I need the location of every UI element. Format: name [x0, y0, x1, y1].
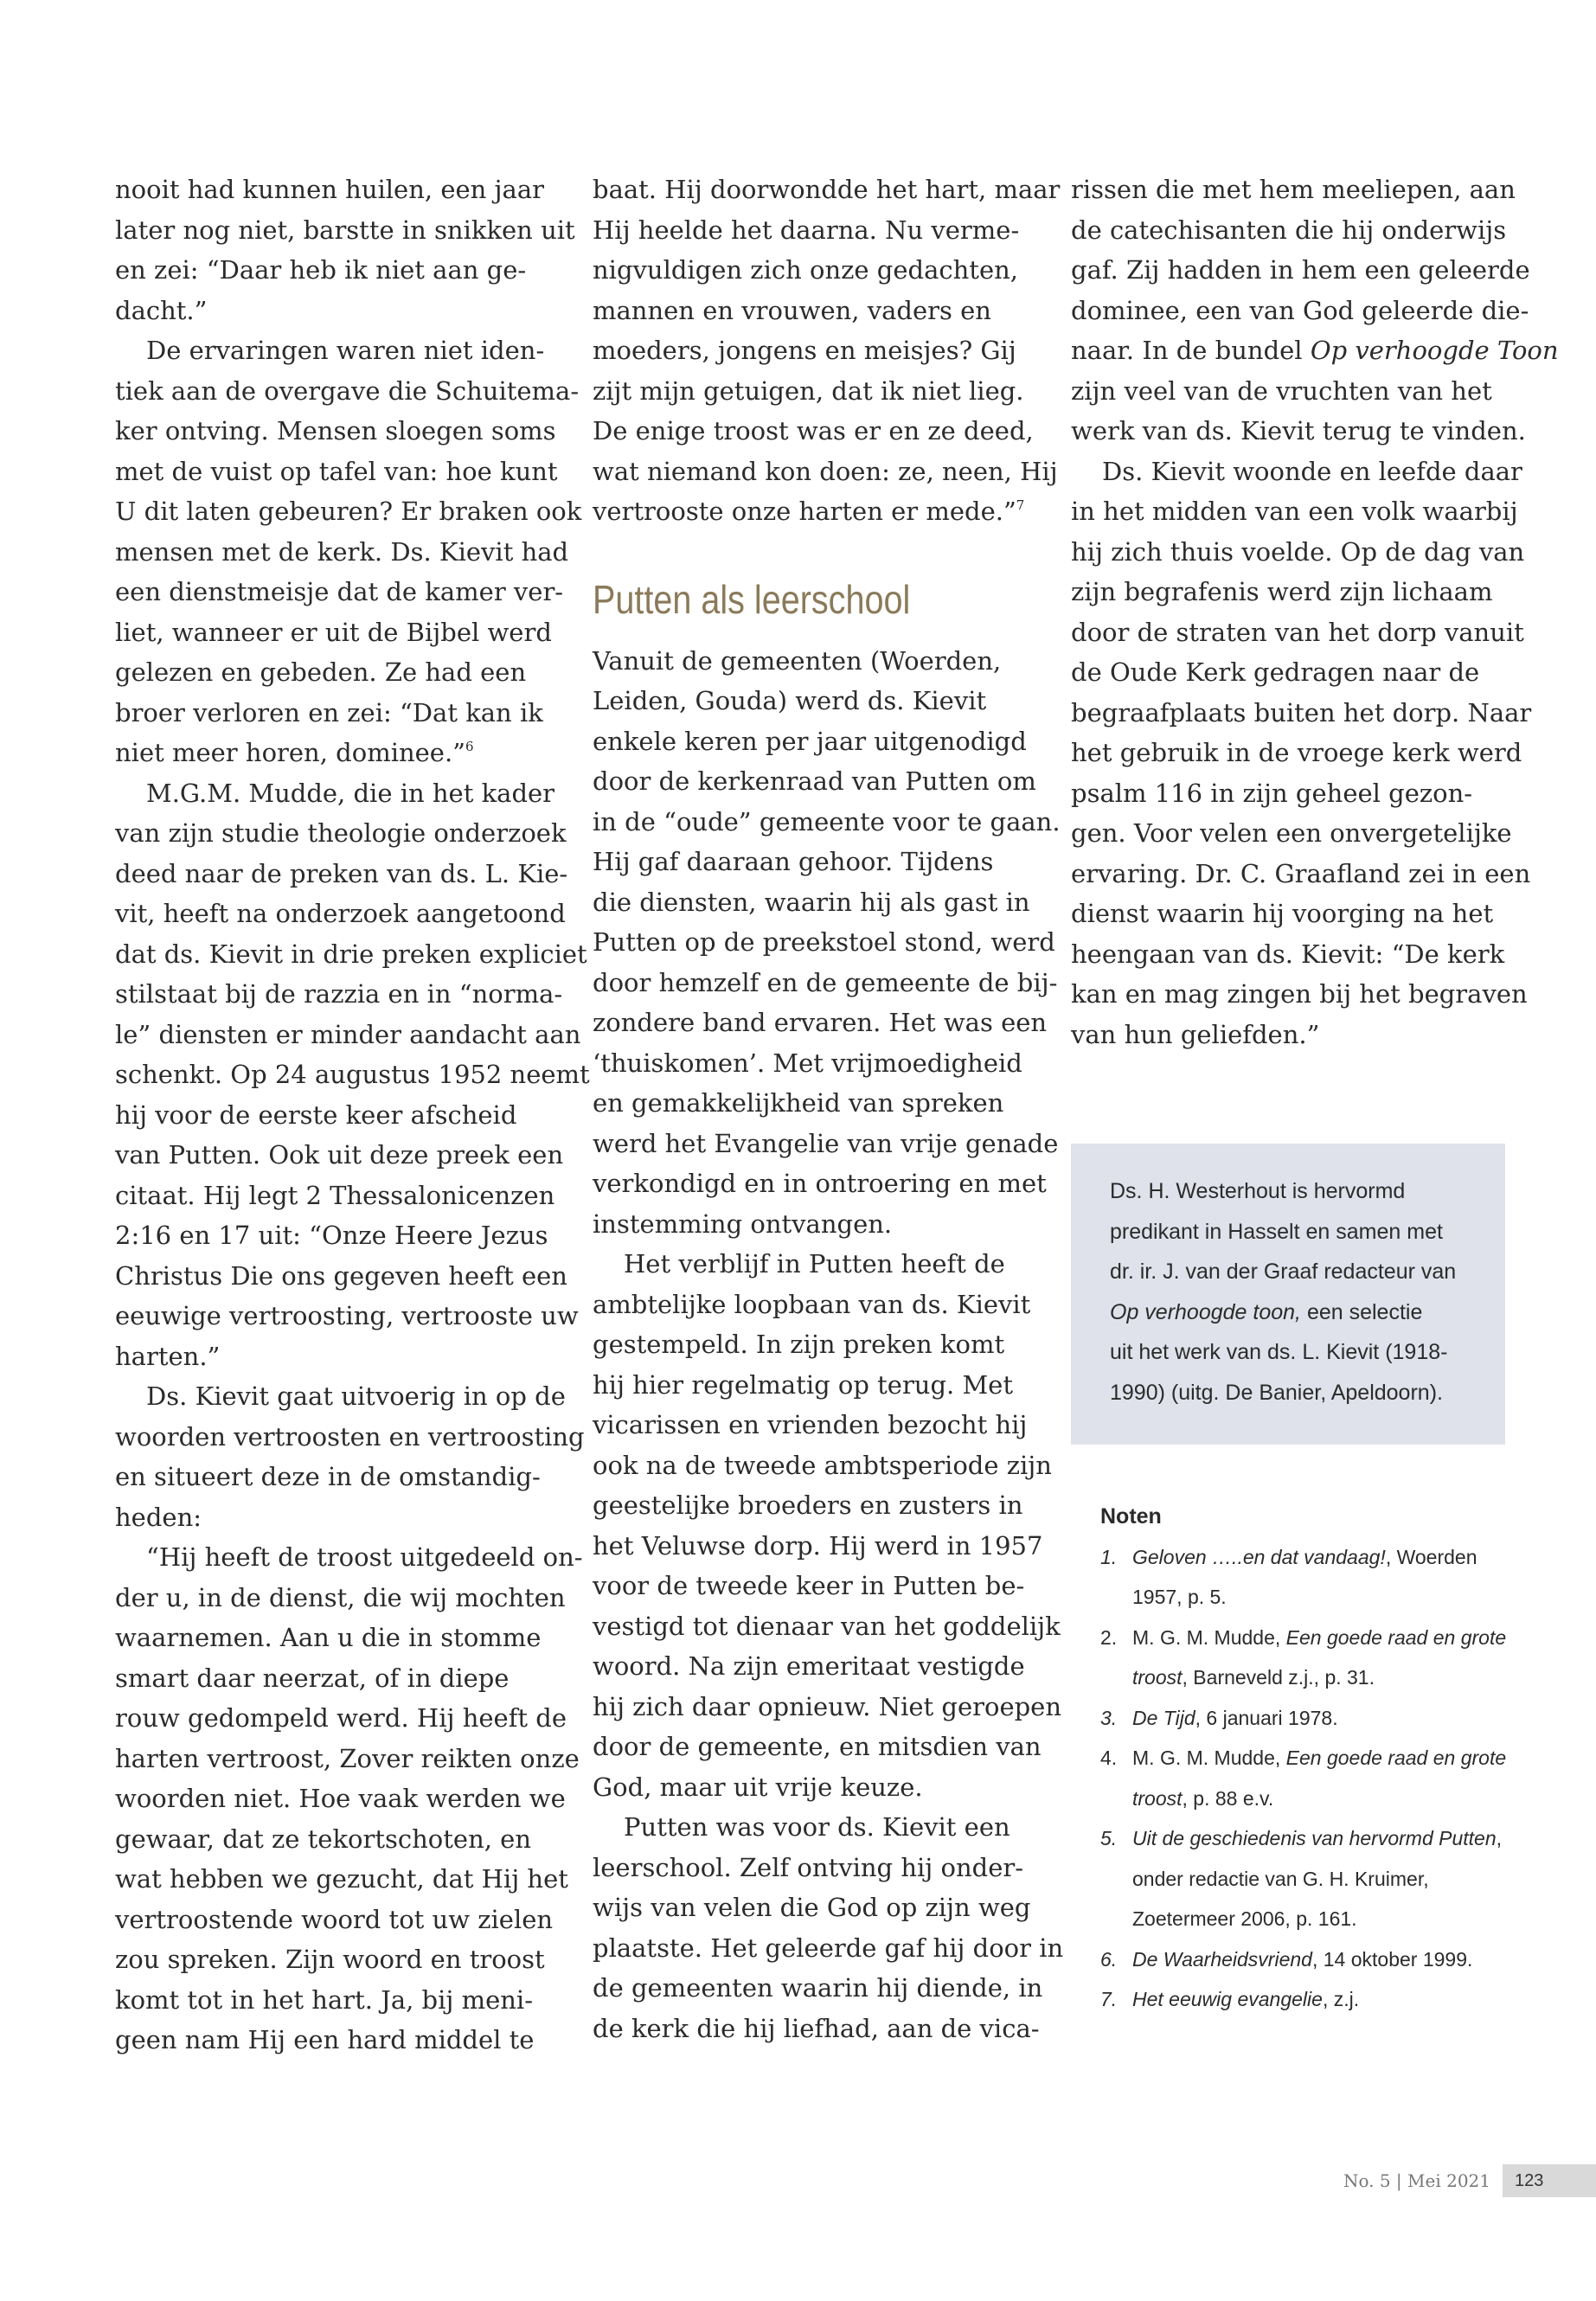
column-2-line — [593, 1124, 1059, 1164]
column-1-line — [115, 1618, 556, 1658]
column-3-line — [1071, 452, 1522, 492]
column-2-line — [593, 250, 1034, 291]
column-3-line — [1071, 652, 1512, 693]
line-text: Leiden, Gouda) werd ds. Kievit — [593, 686, 987, 715]
line-text: zijn begrafenis werd zijn lichaam — [1071, 577, 1493, 606]
column-3-line — [1071, 532, 1525, 573]
note-line — [1100, 1657, 1516, 1698]
column-1-line — [115, 974, 563, 1015]
line-text: ambtelijke loopbaan van ds. Kievit — [593, 1289, 1031, 1319]
line-text: niet meer horen, dominee.” — [115, 738, 466, 767]
note-line — [1100, 1618, 1516, 1658]
line-text: smart daar neerzat, of in diepe — [115, 1663, 510, 1693]
column-1-line — [115, 210, 575, 251]
italic-title: Uit de geschiedenis van hervormd Putten — [1132, 1827, 1497, 1849]
note-line — [1100, 1979, 1516, 2020]
column-1-line — [115, 1658, 556, 1699]
column-1-line — [115, 733, 556, 773]
line-text: plaatste. Het geleerde gaf hij door in — [593, 1932, 1064, 1963]
line-text: hij zich thuis voelde. Op de dag van — [1071, 536, 1525, 567]
line-text: De enige troost was er en ze deed, — [593, 416, 1034, 445]
author-box-line — [1110, 1252, 1479, 1292]
column-1-line — [115, 1054, 590, 1095]
column-1-line — [115, 250, 556, 291]
article-column-2 — [593, 170, 1064, 2048]
line-text: een dienstmeisje dat de kamer ver- — [115, 577, 564, 606]
line-text: de kerk die hij liefhad, aan de vica- — [593, 2013, 1040, 2043]
column-1-line — [115, 1497, 556, 1538]
line-text: geestelijke broeders en zusters in — [593, 1490, 1023, 1520]
column-2-line — [593, 842, 1034, 882]
line-text: zou spreken. Zijn woord en troost — [115, 1945, 545, 1974]
note-number: 7. — [1100, 1988, 1118, 2010]
line-text: in het midden van een volk waarbij — [1071, 497, 1518, 526]
column-2-line — [593, 1687, 1062, 1727]
line-text: rouw gedompeld werd. Hij heeft de — [115, 1703, 567, 1733]
column-1-line — [115, 1417, 585, 1458]
line-text: vicarissen en vrienden bezocht hij — [593, 1410, 1028, 1439]
notes-section — [1100, 1497, 1516, 2020]
note-number: 4. — [1100, 1747, 1118, 1769]
column-2-line — [593, 170, 1061, 210]
line-text: geen nam Hij een hard middel te — [115, 2025, 535, 2054]
footnote-ref: 6 — [465, 739, 474, 754]
column-1-line — [115, 1900, 556, 1940]
line-text: M. G. M. Mudde, — [1132, 1625, 1286, 1649]
italic-title: Een goede raad en grote — [1285, 1747, 1507, 1769]
column-1-line — [115, 894, 566, 934]
column-2-line — [593, 291, 1034, 331]
column-1-line — [115, 411, 556, 452]
column-2-line — [593, 452, 1058, 492]
column-2-bottom-text — [593, 641, 1064, 2049]
column-2-top-text — [593, 170, 1061, 532]
author-box-line — [1110, 1332, 1479, 1373]
line-text: le” diensten er minder aandacht aan — [115, 1019, 581, 1049]
column-2-line — [593, 1285, 1034, 1325]
line-text: kan en mag zingen bij het begraven — [1071, 979, 1528, 1009]
page-footer — [1343, 2164, 1596, 2197]
line-text: door hemzelf en de gemeente de bij- — [593, 967, 1058, 997]
notes-list — [1100, 1537, 1516, 2020]
column-1-line — [115, 813, 567, 854]
column-1-line — [115, 532, 569, 573]
line-text: , 14 oktober 1999. — [1311, 1947, 1473, 1971]
line-text: zijt mijn getuigen, dat ik niet lieg. — [593, 375, 1024, 406]
column-1-line — [115, 572, 564, 612]
line-text: De ervaringen waren niet iden- — [146, 336, 545, 365]
column-2-line — [593, 761, 1034, 802]
column-1-line — [115, 452, 556, 492]
column-2-line — [593, 1848, 1034, 1888]
column-1-line — [115, 330, 556, 371]
line-text: uit het werk van ds. L. Kievit (1918- — [1110, 1340, 1448, 1364]
column-3-line — [1071, 170, 1516, 210]
line-text: nigvuldigen zich onze gedachten, — [593, 255, 1019, 285]
column-2-line — [593, 1204, 1034, 1245]
line-text: wat hebben we gezucht, dat Hij het — [115, 1864, 568, 1894]
line-text: M. G. M. Mudde, — [1132, 1747, 1286, 1769]
column-1-line — [115, 652, 556, 693]
column-1-line — [115, 1779, 566, 1819]
line-text: hij zich daar opnieuw. Niet geroepen — [593, 1691, 1062, 1721]
line-text: werk van ds. Kievit terug te vinden. — [1071, 416, 1526, 445]
line-text: Christus Die ons gegeven heeft een — [115, 1260, 567, 1291]
column-2-line — [593, 210, 1034, 251]
column-3-line — [1071, 733, 1522, 773]
line-text: waarnemen. Aan u die in stomme — [115, 1623, 542, 1652]
note-number: 3. — [1100, 1706, 1118, 1729]
column-3-line — [1071, 974, 1528, 1015]
note-number: 5. — [1100, 1827, 1118, 1849]
column-2-line — [593, 1083, 1034, 1124]
column-2-line — [593, 1244, 1034, 1285]
line-text: verkondigd en in ontroering en met — [593, 1169, 1047, 1198]
line-text: van hun geliefden.” — [1071, 1019, 1320, 1049]
line-text: en gemakkelijkheid van spreken — [593, 1088, 1004, 1118]
column-1-line — [115, 1296, 579, 1336]
line-text: Hij gaf daaraan gehoor. Tijdens — [593, 847, 994, 876]
column-3-line — [1071, 371, 1512, 412]
line-text: ook na de tweede ambtsperiode zijn — [593, 1450, 1052, 1480]
author-box-line — [1110, 1373, 1479, 1413]
column-1-line — [115, 1859, 568, 1900]
column-2-line — [593, 922, 1055, 963]
line-text: Putten was voor ds. Kievit een — [624, 1812, 1010, 1842]
line-text: woorden niet. Hoe vaak werden we — [115, 1784, 566, 1813]
italic-title: Op verhoogde toon, — [1110, 1299, 1301, 1324]
line-text: gaf. Zij hadden in hem een geleerde — [1071, 255, 1530, 285]
line-text: de catechisanten die hij onderwijs — [1071, 215, 1507, 245]
column-1-line — [115, 854, 568, 894]
column-1-line — [115, 1176, 556, 1216]
line-text: harten vertroost, Zover reikten onze — [115, 1743, 580, 1773]
column-2-line — [593, 1365, 1034, 1406]
line-text: gewaar, dat ze tekortschoten, en — [115, 1823, 532, 1854]
column-1-line — [115, 1939, 556, 1980]
author-box-line — [1110, 1171, 1479, 1212]
column-1-line — [115, 1739, 580, 1779]
notes-title: Noten — [1100, 1504, 1162, 1529]
line-text: dienst waarin hij voorging na het — [1071, 899, 1494, 928]
column-3-line — [1071, 210, 1512, 251]
line-text: voor de tweede keer in Putten be- — [593, 1571, 1025, 1600]
column-1-line — [115, 693, 556, 734]
line-text: Putten op de preekstoel stond, werd — [593, 927, 1055, 957]
line-text: dominee, een van God geleerde die- — [1071, 295, 1529, 325]
column-2-line — [593, 1767, 1034, 1808]
column-3-line — [1071, 411, 1526, 452]
column-1-line — [115, 491, 582, 532]
column-3-line — [1071, 491, 1518, 532]
line-text: vertroostende woord tot uw zielen — [115, 1904, 554, 1934]
column-1-line — [115, 1215, 556, 1256]
column-1-line — [115, 1980, 556, 2021]
line-text: psalm 116 in zijn geheel gezon- — [1071, 778, 1473, 808]
line-text: een selectie — [1301, 1299, 1423, 1324]
line-text: , Woerden — [1385, 1545, 1477, 1568]
line-text: gen. Voor velen een onvergetelijke — [1071, 818, 1512, 848]
note-line — [1100, 1537, 1516, 1578]
line-text: , z.j. — [1322, 1988, 1360, 2010]
line-text: met de vuist op tafel van: hoe kunt — [115, 456, 558, 486]
line-text: leerschool. Zelf ontving hij onder- — [593, 1852, 1024, 1882]
line-text: God, maar uit vrije keuze. — [593, 1772, 923, 1802]
line-text: , Barneveld z.j., p. 31. — [1182, 1666, 1375, 1689]
note-line — [1100, 1698, 1516, 1739]
line-text: hij voor de eerste keer afscheid — [115, 1099, 517, 1130]
line-text: mensen met de kerk. Ds. Kievit had — [115, 536, 569, 567]
page-number: 123 — [1503, 2164, 1596, 2197]
note-line — [1100, 1899, 1516, 1939]
column-3-line — [1071, 773, 1512, 814]
line-text: hij hier regelmatig op terug. Met — [593, 1369, 1013, 1400]
line-text: mannen en vrouwen, vaders en — [593, 295, 991, 325]
column-3-line — [1071, 572, 1512, 612]
line-text: zijn veel van de vruchten van het — [1071, 375, 1492, 406]
italic-title: De Tijd — [1132, 1706, 1195, 1729]
issue-label: No. 5 | Mei 2021 — [1343, 2170, 1490, 2191]
line-text: wat niemand kon doen: ze, neen, Hij — [593, 456, 1058, 486]
column-2-line — [593, 1727, 1042, 1767]
line-text: schenkt. Op 24 augustus 1952 neemt — [115, 1060, 590, 1089]
line-text: Ds. Kievit woonde en leefde daar — [1102, 456, 1522, 486]
line-text: komt tot in het hart. Ja, bij meni- — [115, 1984, 534, 2015]
line-text: het Veluwse dorp. Hij werd in 1957 — [593, 1530, 1043, 1561]
column-2-line — [593, 1324, 1034, 1365]
line-text: dacht.” — [115, 295, 208, 325]
line-text: “Hij heeft de troost uitgedeeld on- — [146, 1542, 583, 1572]
note-number: 2. — [1100, 1625, 1118, 1649]
column-3-line — [1071, 291, 1529, 331]
note-line — [1100, 1577, 1516, 1618]
line-text: ervaring. Dr. C. Graafland zei in een — [1071, 858, 1531, 888]
line-text: , 6 januari 1978. — [1195, 1706, 1338, 1729]
line-text: gelezen en gebeden. Ze had een — [115, 657, 527, 687]
column-3-line — [1071, 693, 1532, 734]
line-text: door de kerkenraad van Putten om — [593, 766, 1036, 796]
column-1-line — [115, 1819, 556, 1860]
line-text: werd het Evangelie van vrije genade — [593, 1128, 1059, 1158]
column-1-line — [115, 1376, 566, 1417]
footnote-ref: 7 — [1016, 497, 1025, 513]
column-3-line — [1071, 250, 1530, 291]
column-3-line — [1071, 330, 1559, 371]
column-1-line — [115, 934, 587, 975]
column-2-line — [593, 1003, 1048, 1043]
article-column-3 — [1071, 170, 1559, 1054]
column-1-line — [115, 1336, 556, 1377]
line-text: 1990) (uitg. De Banier, Apeldoorn). — [1110, 1380, 1443, 1405]
line-text: heengaan van ds. Kievit: “De kerk — [1071, 939, 1505, 969]
line-text: Ds. Kievit gaat uitvoerig in op de — [146, 1381, 566, 1411]
column-2-line — [593, 1807, 1034, 1848]
column-1-line — [115, 371, 580, 412]
note-line — [1100, 1818, 1516, 1859]
line-text: Hij heelde het daarna. Nu verme- — [593, 215, 1020, 245]
line-text: door de gemeente, en mitsdien van — [593, 1732, 1042, 1761]
line-text: nooit had kunnen huilen, een jaar — [115, 175, 544, 204]
column-2-line — [593, 1566, 1034, 1606]
italic-title: troost — [1132, 1786, 1183, 1810]
line-text: U dit laten gebeuren? Er braken ook — [115, 497, 582, 526]
column-2-line — [593, 411, 1034, 452]
line-text: en zei: “Daar heb ik niet aan ge- — [115, 255, 527, 285]
column-1-line — [115, 1698, 567, 1739]
italic-title: troost — [1132, 1666, 1183, 1689]
line-text: en situeert deze in de omstandig- — [115, 1462, 541, 1491]
line-text: tiek aan de overgave die Schuitema- — [115, 375, 580, 406]
note-line — [1100, 1939, 1516, 1980]
column-1-line — [115, 170, 556, 210]
column-2-line — [593, 1405, 1034, 1445]
line-text: dat ds. Kievit in drie preken expliciet — [115, 939, 587, 969]
column-3-line — [1071, 894, 1512, 934]
column-2-line — [593, 641, 1034, 682]
column-2-line — [593, 1968, 1043, 2009]
line-text: wijs van velen die God op zijn weg — [593, 1893, 1031, 1922]
line-text: dr. ir. J. van der Graaf redacteur van — [1110, 1259, 1457, 1284]
column-2-line — [593, 1163, 1047, 1204]
line-text: der u, in de dienst, die wij mochten — [115, 1582, 566, 1612]
line-text: predikant in Hasselt en samen met — [1110, 1219, 1443, 1244]
line-text: het gebruik in de vroege kerk werd — [1071, 738, 1522, 767]
line-text: heden: — [115, 1502, 202, 1532]
column-1-line — [115, 1537, 583, 1578]
line-text: instemming ontvangen. — [593, 1208, 893, 1239]
column-2-line — [593, 721, 1034, 762]
line-text: door de straten van het dorp vanuit — [1071, 617, 1524, 647]
column-2-line — [593, 1606, 1061, 1647]
line-text: liet, wanneer er uit de Bijbel werd — [115, 617, 552, 647]
line-text: Zoetermeer 2006, p. 161. — [1132, 1907, 1357, 1930]
line-text: begraafplaats buiten het dorp. Naar — [1071, 697, 1532, 727]
italic-title: Op verhoogde Toon — [1310, 336, 1559, 365]
line-text: de Oude Kerk gedragen naar de — [1071, 657, 1480, 687]
line-text: naar. In de bundel — [1071, 336, 1311, 365]
column-1-line — [115, 2020, 556, 2061]
line-text: vit, heeft na onderzoek aangetoond — [115, 899, 566, 928]
line-text: van Putten. Ook uit deze preek een — [115, 1140, 564, 1170]
line-text: Vanuit de gemeenten (Woerden, — [593, 645, 1002, 676]
article-column-1 — [115, 170, 590, 2061]
line-text: later nog niet, barstte in snikken uit — [115, 215, 575, 245]
line-text: stilstaat bij de razzia en in “norma- — [115, 979, 563, 1009]
line-text: 1957, p. 5. — [1132, 1586, 1227, 1608]
line-text: onder redactie van G. H. Kruimer, — [1132, 1867, 1429, 1890]
column-2-line — [593, 1646, 1034, 1687]
line-text: rissen die met hem meeliepen, aan — [1071, 175, 1516, 204]
column-2-line — [593, 1928, 1064, 1969]
column-2-line — [593, 1888, 1034, 1928]
column-2-line — [593, 681, 1034, 721]
line-text: M.G.M. Mudde, die in het kader — [146, 778, 555, 808]
note-number: 6. — [1100, 1947, 1118, 1971]
line-text: in de “oude” gemeente voor te gaan. — [593, 806, 1061, 836]
italic-title: De Waarheidsvriend — [1132, 1947, 1312, 1971]
column-2-line — [593, 802, 1061, 843]
line-text: moeders, jongens en meisjes? Gij — [593, 336, 1016, 365]
line-text: baat. Hij doorwondde het hart, maar — [593, 175, 1061, 204]
column-1-line — [115, 1457, 556, 1497]
line-text: van zijn studie theologie onderzoek — [115, 818, 567, 848]
line-text: de gemeenten waarin hij diende, in — [593, 1973, 1043, 2003]
column-1-line — [115, 291, 556, 331]
column-3-line — [1071, 813, 1512, 854]
column-2-line — [593, 491, 1034, 532]
column-3-line — [1071, 934, 1512, 975]
column-2-line — [593, 882, 1034, 923]
line-text: harten.” — [115, 1341, 221, 1371]
line-text: enkele keren per jaar uitgenodigd — [593, 726, 1027, 756]
note-line — [1100, 1859, 1516, 1900]
column-2-line — [593, 1485, 1034, 1526]
column-1-line — [115, 1095, 556, 1136]
line-text: ‘thuiskomen’. Met vrijmoedigheid — [593, 1048, 1022, 1078]
column-2-line — [593, 330, 1034, 371]
italic-title: Het eeuwig evangelie — [1132, 1988, 1323, 2010]
line-text: vertrooste onze harten er mede.” — [593, 497, 1016, 526]
line-text: , — [1496, 1827, 1503, 1849]
column-2-line — [593, 1043, 1034, 1084]
column-3-line — [1071, 1015, 1512, 1055]
note-line — [1100, 1738, 1516, 1779]
author-box-line — [1110, 1292, 1479, 1333]
column-3-line — [1071, 854, 1531, 894]
line-text: gestempeld. In zijn preken komt — [593, 1330, 1005, 1359]
column-1-line — [115, 1578, 566, 1618]
column-3-line — [1071, 612, 1524, 653]
author-box-line — [1110, 1212, 1479, 1253]
column-1-line — [115, 1256, 567, 1297]
column-2-line — [593, 371, 1034, 412]
line-text: citaat. Hij legt 2 Thessalonicenzen — [115, 1180, 555, 1210]
line-text: , p. 88 e.v. — [1182, 1786, 1274, 1810]
line-text: eeuwige vertroosting, vertrooste uw — [115, 1301, 579, 1330]
column-2-line — [593, 2009, 1040, 2049]
line-text: zondere band ervaren. Het was een — [593, 1008, 1048, 1037]
italic-title: Een goede raad en grote — [1285, 1625, 1507, 1649]
line-text: vestigd tot dienaar van het goddelijk — [593, 1611, 1061, 1641]
column-1-line — [115, 1135, 564, 1176]
line-text: woord. Na zijn emeritaat vestigde — [593, 1651, 1025, 1681]
column-2-line — [593, 1445, 1052, 1486]
line-text: Ds. H. Westerhout is hervormd — [1110, 1179, 1406, 1203]
note-number: 1. — [1100, 1545, 1118, 1568]
section-heading: Putten als leerschool — [593, 576, 911, 622]
column-1-line — [115, 1015, 581, 1055]
line-text: broer verloren en zei: “Dat kan ik — [115, 697, 543, 727]
line-text: deed naar de preken van ds. L. Kie- — [115, 858, 568, 888]
author-info-box — [1071, 1144, 1505, 1445]
italic-title: Geloven …..en dat vandaag! — [1132, 1545, 1386, 1568]
column-1-line — [115, 612, 556, 653]
line-text: ker ontving. Mensen sloegen soms — [115, 416, 556, 445]
line-text: 2:16 en 17 uit: “Onze Heere Jezus — [115, 1221, 548, 1250]
column-1-line — [115, 773, 556, 814]
line-text: woorden vertroosten en vertroosting — [115, 1421, 585, 1452]
line-text: Het verblijf in Putten heeft de — [624, 1249, 1005, 1279]
column-2-line — [593, 1526, 1043, 1567]
note-line — [1100, 1779, 1516, 1819]
line-text: die diensten, waarin hij als gast in — [593, 887, 1030, 917]
column-2-line — [593, 963, 1058, 1003]
